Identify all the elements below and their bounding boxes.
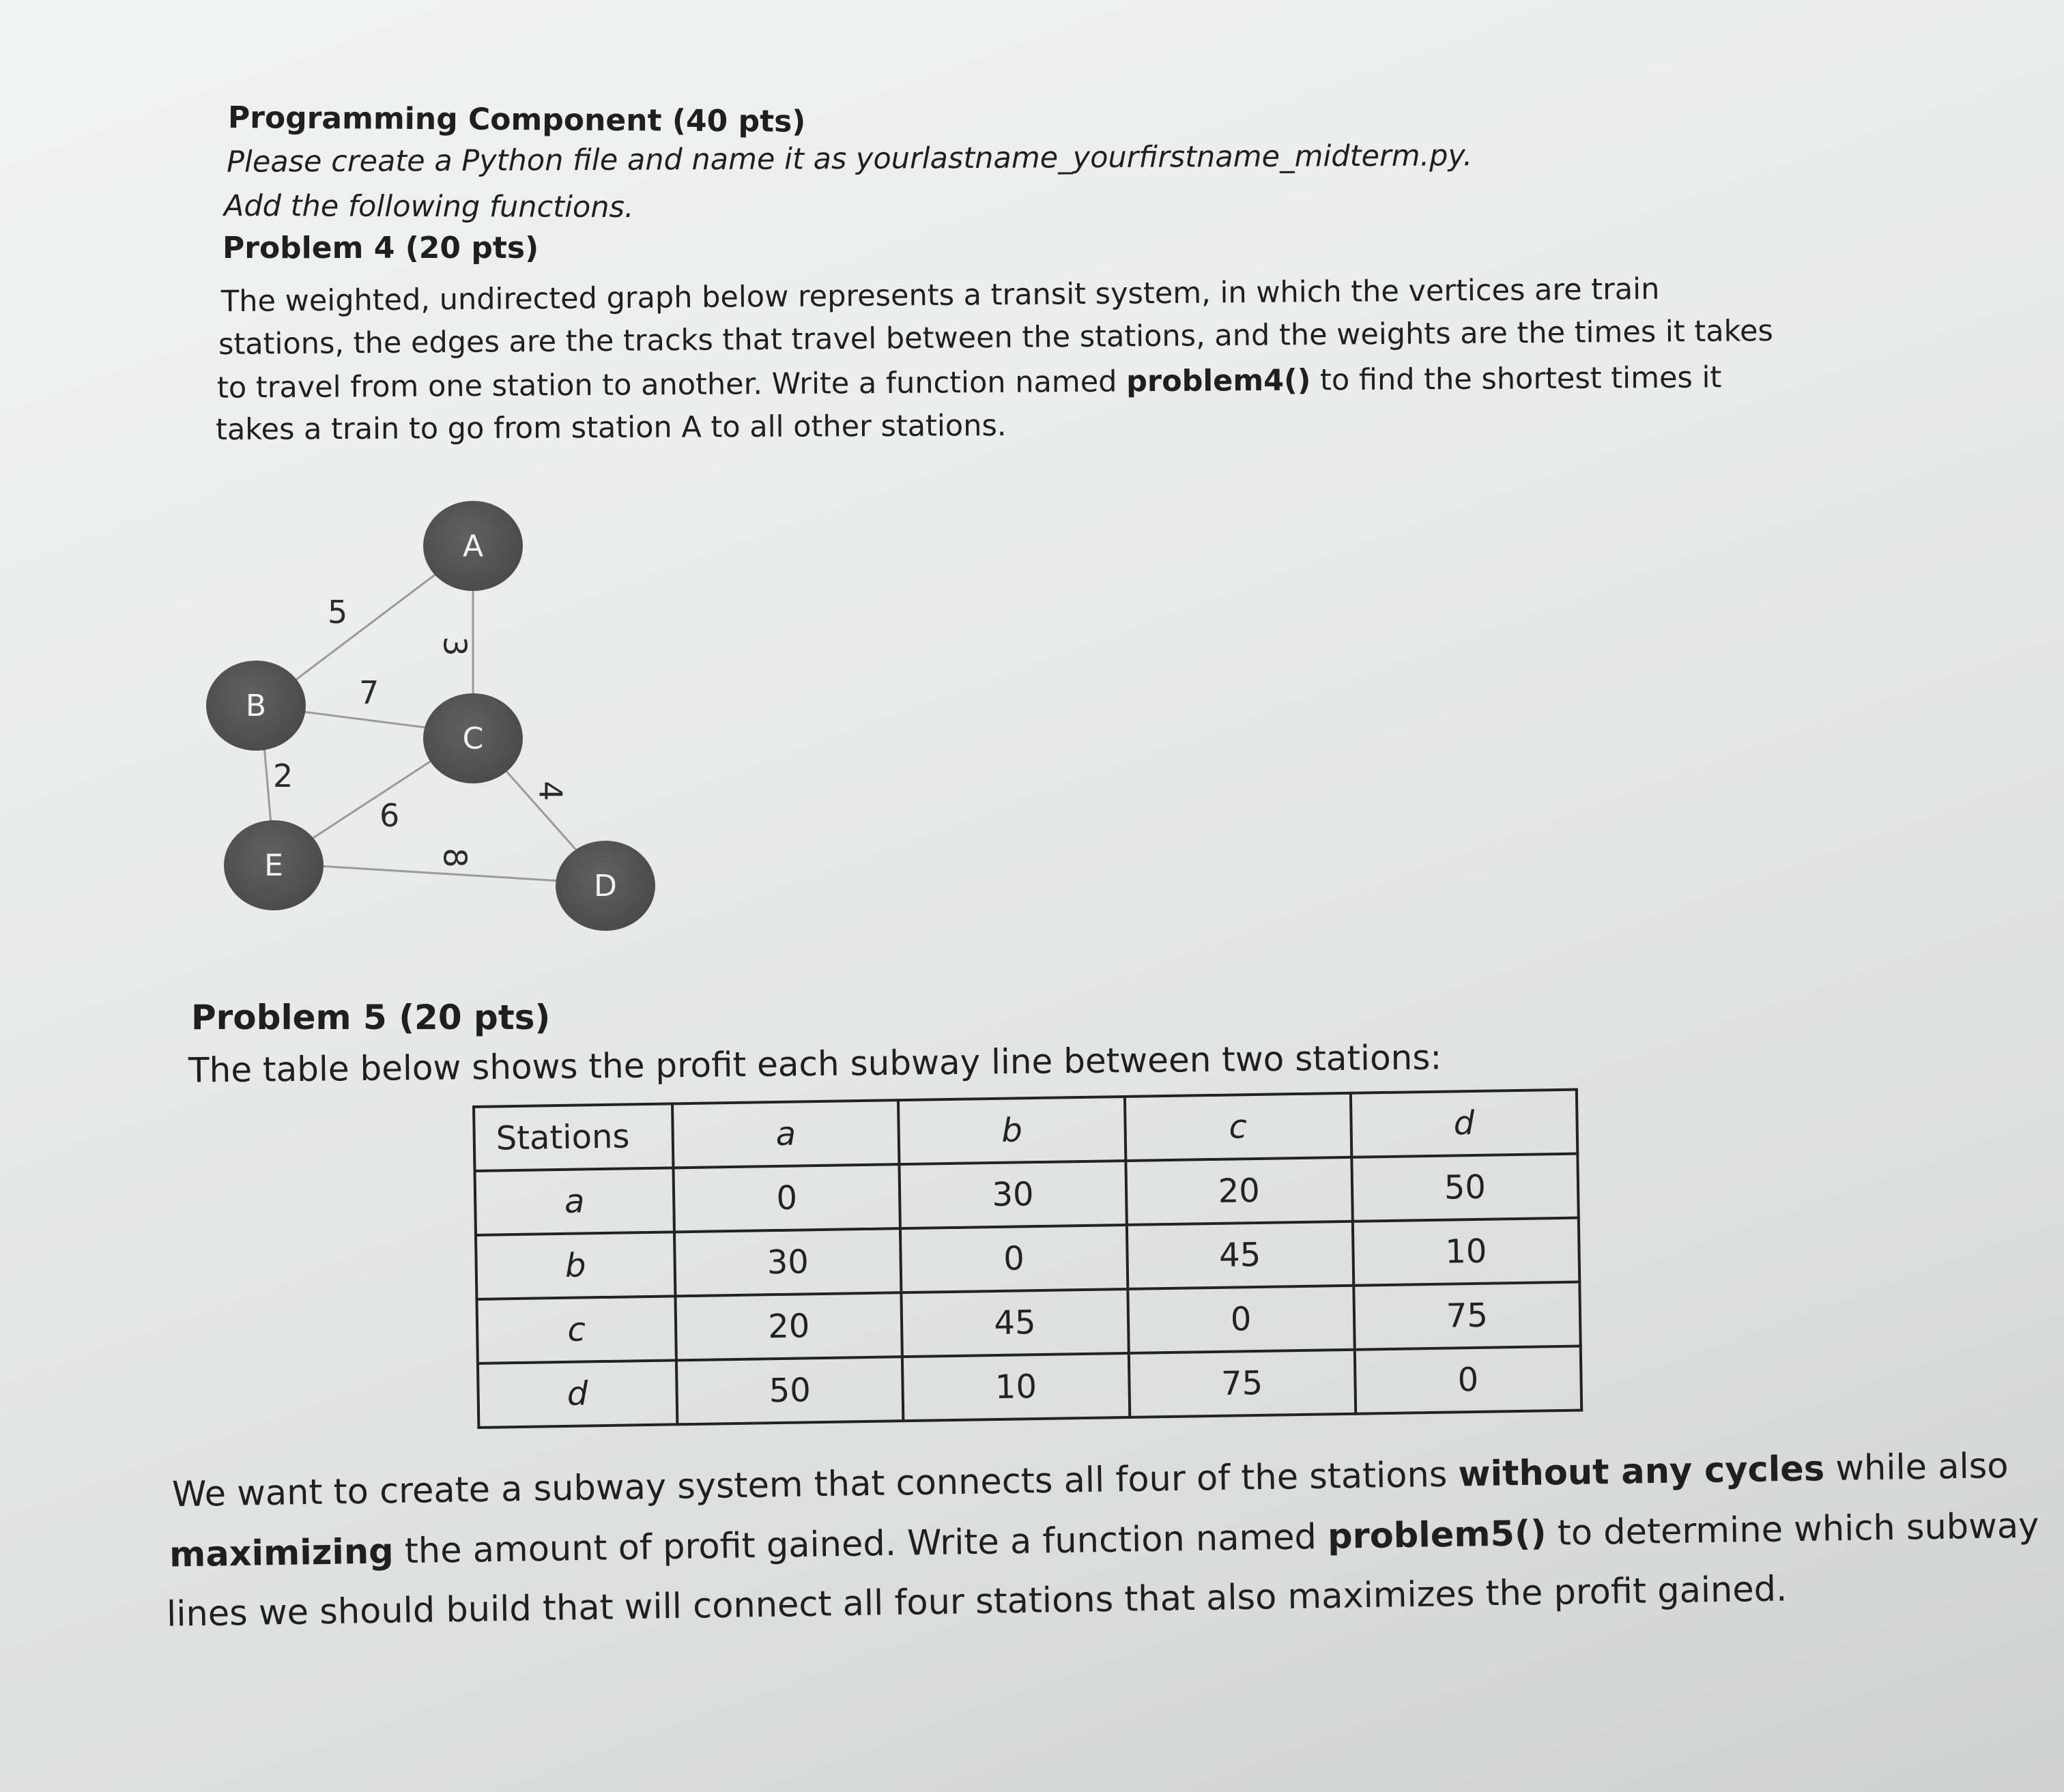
table-row-label: a (475, 1168, 674, 1235)
weight-b-c: 7 (359, 674, 379, 711)
problem4-text-line3 (217, 360, 1722, 405)
node-e: E (224, 820, 324, 910)
table-cell: 0 (900, 1225, 1128, 1292)
table-cell: 75 (1353, 1282, 1581, 1350)
table-cell: 20 (1126, 1157, 1353, 1225)
table-cell: 45 (1126, 1222, 1353, 1289)
table-cell: 30 (674, 1228, 902, 1296)
table-cell: 20 (675, 1292, 902, 1360)
table-cell: 10 (1353, 1218, 1580, 1286)
weight-c-e: 6 (379, 797, 400, 834)
weight-b-e: 2 (273, 757, 293, 794)
problem5-line2-mid: the amount of profit gained. Write a function named (393, 1516, 1328, 1572)
problem5-intro: The table below shows the profit each subway line between two stations: (188, 1037, 1442, 1090)
node-c: C (423, 693, 523, 783)
problem5-function-name: problem5() (1327, 1513, 1547, 1557)
table-column-header: b (898, 1097, 1126, 1164)
problem5-line2-suffix: to determine which subway (1546, 1505, 2039, 1554)
node-a: A (423, 501, 523, 591)
table-cell: 0 (673, 1164, 900, 1232)
table-cell: 50 (1351, 1154, 1579, 1222)
table-row-label: c (476, 1296, 676, 1363)
problem4-text-line4: takes a train to go from station A to all other stations. (215, 408, 1007, 448)
table-column-header: d (1351, 1090, 1578, 1157)
programming-component-heading: Programming Component (40 pts) (227, 100, 806, 139)
problem5-heading: Problem 5 (20 pts) (191, 998, 551, 1037)
problem5-text-line3: lines we should build that will connect all four stations that also maximizes the profit gained. (166, 1569, 1788, 1635)
table-cell: 50 (676, 1357, 904, 1424)
table-column-header: a (672, 1100, 900, 1168)
problem5-maximizing: maximizing (169, 1531, 395, 1576)
problem4-heading: Problem 4 (20 pts) (223, 231, 539, 265)
weight-a-b: 5 (328, 594, 348, 631)
node-b: B (206, 661, 306, 751)
problem4-line3-prefix: to travel from one station to another. Write a function named (216, 364, 1127, 405)
table-column-header: c (1124, 1093, 1351, 1161)
weight-c-d: 4 (532, 781, 569, 801)
instruction-add-functions: Add the following functions. (223, 188, 634, 225)
table-corner-cell: Stations (474, 1103, 673, 1171)
weight-e-d: 8 (436, 848, 474, 868)
problem5-text-line2 (169, 1505, 2039, 1575)
table-cell: 30 (900, 1161, 1127, 1228)
transit-graph (198, 491, 676, 942)
problem4-text-line2: stations, the edges are the tracks that travel between the stations, and the weights are the times it takes (218, 314, 1774, 362)
problem5-without-cycles: without any cycles (1458, 1449, 1825, 1495)
table-cell: 45 (902, 1289, 1129, 1357)
table-cell: 0 (1128, 1286, 1355, 1353)
table-row-label: d (478, 1360, 677, 1428)
node-d: D (556, 841, 655, 931)
instruction-create-file: Please create a Python file and name it as yourlastname_yourfirstname_midterm.py. (226, 139, 1473, 179)
problem5-line1-suffix: while also (1824, 1445, 2009, 1490)
table-cell: 75 (1128, 1350, 1356, 1417)
weight-a-c: 3 (436, 636, 474, 656)
table-cell: 0 (1355, 1346, 1582, 1414)
table-row-label: b (476, 1232, 675, 1299)
problem4-line3-suffix: to find the shortest times it (1310, 360, 1722, 398)
problem4-text-line1: The weighted, undirected graph below represents a transit system, in which the vertices are train (220, 272, 1660, 319)
table-cell: 10 (902, 1353, 1130, 1421)
profit-table (472, 1088, 1583, 1429)
problem4-function-name: problem4() (1126, 363, 1311, 399)
problem5-text-line1 (172, 1446, 2009, 1515)
problem5-line1-prefix: We want to create a subway system that connects all four of the stations (171, 1454, 1459, 1516)
